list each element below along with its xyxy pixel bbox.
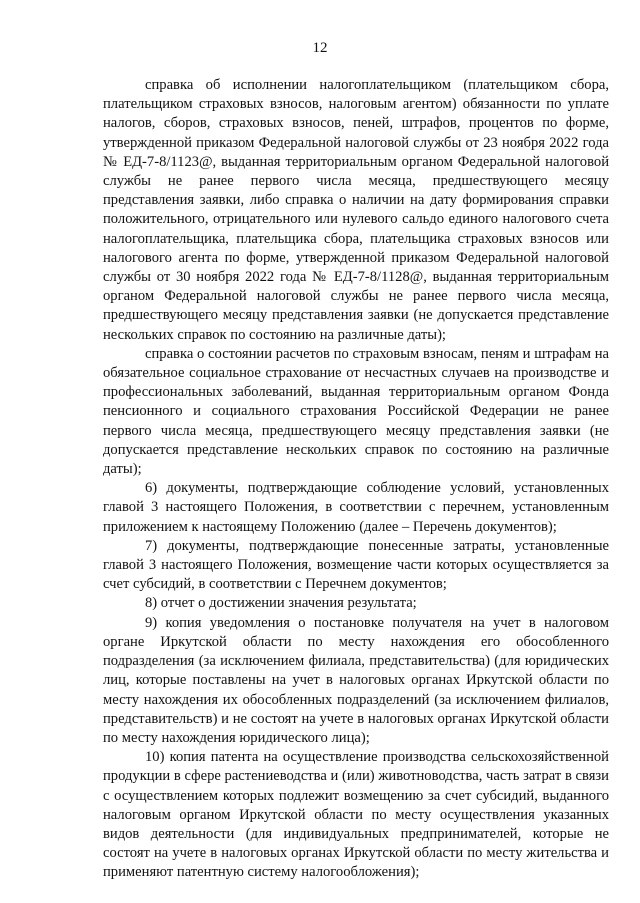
page-number: 12 [312,40,328,56]
paragraph-item-7: 7) документы, подтверждающие понесенные затраты, установленные главой 3 настоящего Положения, возмещение части которых осуществляется за счет субсидий, в соответствии с Перечнем документов; [103,537,609,593]
paragraph-item-9: 9) копия уведомления о постановке получателя на учет в налоговом органе Иркутской области по месту нахождения его обособленного подразделения (за исключением филиала, представительства) (для юридических лиц, которые поставлены на учет в налоговых органах Иркутской области по месту нахождения их обособленных подразделений (за исключением филиалов, представительств) и не состоят на учете в налоговых органах Иркутской области по месту нахождения юридического лица); [103,614,609,746]
paragraph-item-6: 6) документы, подтверждающие соблюдение условий, установленных главой 3 настоящего Положения, в соответствии с перечнем, установленным приложением к настоящему Положению (далее – Перечень документов); [103,480,609,535]
paragraph-insurance-certificate: справка о состоянии расчетов по страховым взносам, пеням и штрафам на обязательное социальное страхование от несчастных случаев на производстве и профессиональных заболеваний, выданная территориальным органом Фонда пенсионного и социального страхования Российской Федерации не ранее первого числа месяца, предшествующего месяцу представления заявки (не допускается представление нескольких справок по состоянию на различные даты); [103,345,609,478]
paragraph-tax-certificate: справка об исполнении налогоплательщиком (плательщиком сбора, плательщиком страховых взносов, налоговым агентом) обязанности по уплате налогов, сборов, страховых взносов, пеней, штрафов, процентов по форме, утвержденной приказом Федеральной налоговой службы от 23 ноября 2022 года № ЕД-7-8/1123@, выданная территориальным органом Федеральной налоговой службы не ранее первого числа месяца, предшествующего месяцу представления заявки, либо справка о наличии на дату формирования справки положительного, отрицательного или нулевого сальдо единого налогового счета налогоплательщика, плательщика сбора, плательщика страховых взносов или налогового агента по форме, утвержденной приказом Федеральной налоговой службы от 30 ноября 2022 года № ЕД-7-8/1128@, выданная территориальным органом Федеральной налоговой службы не ранее первого числа месяца, предшествующего месяцу представления заявки (не допускается представление нескольких справок по состоянию на различные даты); [103,77,609,343]
document-body [103,76,609,883]
paragraph-item-10: 10) копия патента на осуществление производства сельскохозяйственной продукции в сфере растениеводства и (или) животноводства, часть затрат в связи с осуществлением которых подлежит возмещению за счет субсидий, выданного налоговым органом Иркутской области по месту осуществления указанных видов деятельности (для индивидуальных предпринимателей, которые не состоят на учете в налоговых органах Иркутской области по месту жительства и применяют патентную систему налогообложения); [103,749,609,881]
paragraph-item-8: 8) отчет о достижении значения результата; [145,595,417,612]
